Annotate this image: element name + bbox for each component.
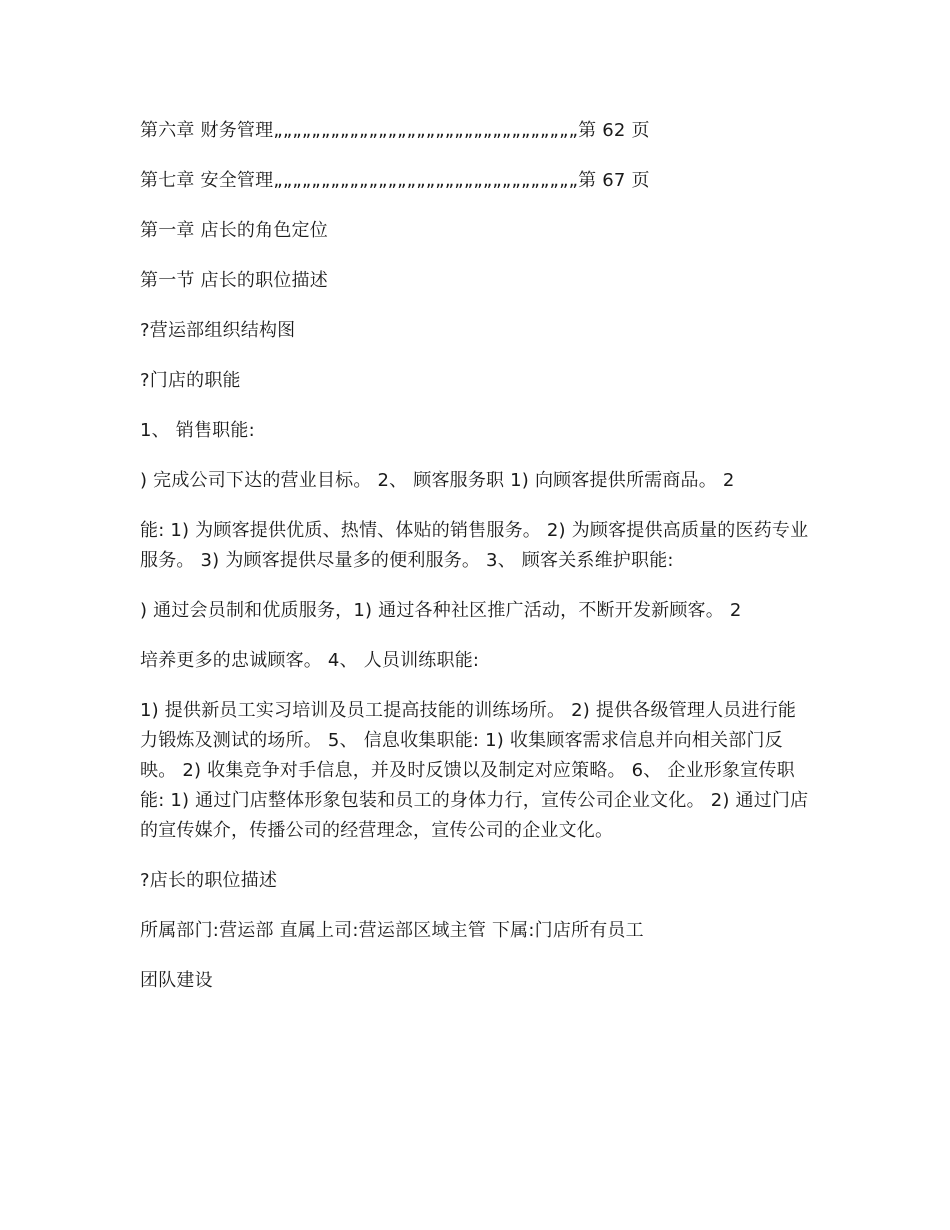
paragraph-2: 能: 1) 为顾客提供优质、热情、体贴的销售服务。 2) 为顾客提供高质量的医药专业服务。 3) 为顾客提供尽量多的便利服务。 3、 顾客关系维护职能: [140,520,809,571]
chapter-title: 第一章 店长的角色定位 [140,220,328,241]
bullet-store-functions: ?门店的职能 [140,370,241,391]
toc-entry-chapter-6: 第六章 财务管理„„„„„„„„„„„„„„„„„„„„„„„„„„„„„„„„第 62 页 [140,120,650,141]
paragraph-3: ) 通过会员制和优质服务，1) 通过各种社区推广活动，不断开发新顾客。 2 [140,600,742,621]
bullet-manager-description: ?店长的职位描述 [140,870,278,891]
section-title: 第一节 店长的职位描述 [140,270,328,291]
paragraph-4: 培养更多的忠诚顾客。 4、 人员训练职能: [140,650,480,671]
paragraph-1: ) 完成公司下达的营业目标。 2、 顾客服务职 1) 向顾客提供所需商品。 2 [140,470,735,491]
toc-entry-chapter-7: 第七章 安全管理„„„„„„„„„„„„„„„„„„„„„„„„„„„„„„„„第 67 页 [140,170,650,191]
team-building-heading: 团队建设 [140,970,213,991]
paragraph-5: 1) 提供新员工实习培训及员工提高技能的训练场所。 2) 提供各级管理人员进行能力锻炼及测试的场所。 5、 信息收集职能: 1) 收集顾客需求信息并向相关部门反映。 2) 收集竞争对手信息，并及时反馈以及制定对应策略。 6、 企业形象宣传职能: 1) 通过门店整体形象包装和员工的身体力行，宣传公司企业文化。 2) 通过门店的宣传媒介，传播公司的经营理念，宣传公司的企业文化。 [140,700,809,841]
department-line: 所属部门:营运部 直属上司:营运部区域主管 下属:门店所有员工 [140,920,644,941]
document-page [140,116,810,1016]
bullet-org-chart: ?营运部组织结构图 [140,320,296,341]
item-sales-function: 1、 销售职能: [140,420,255,441]
